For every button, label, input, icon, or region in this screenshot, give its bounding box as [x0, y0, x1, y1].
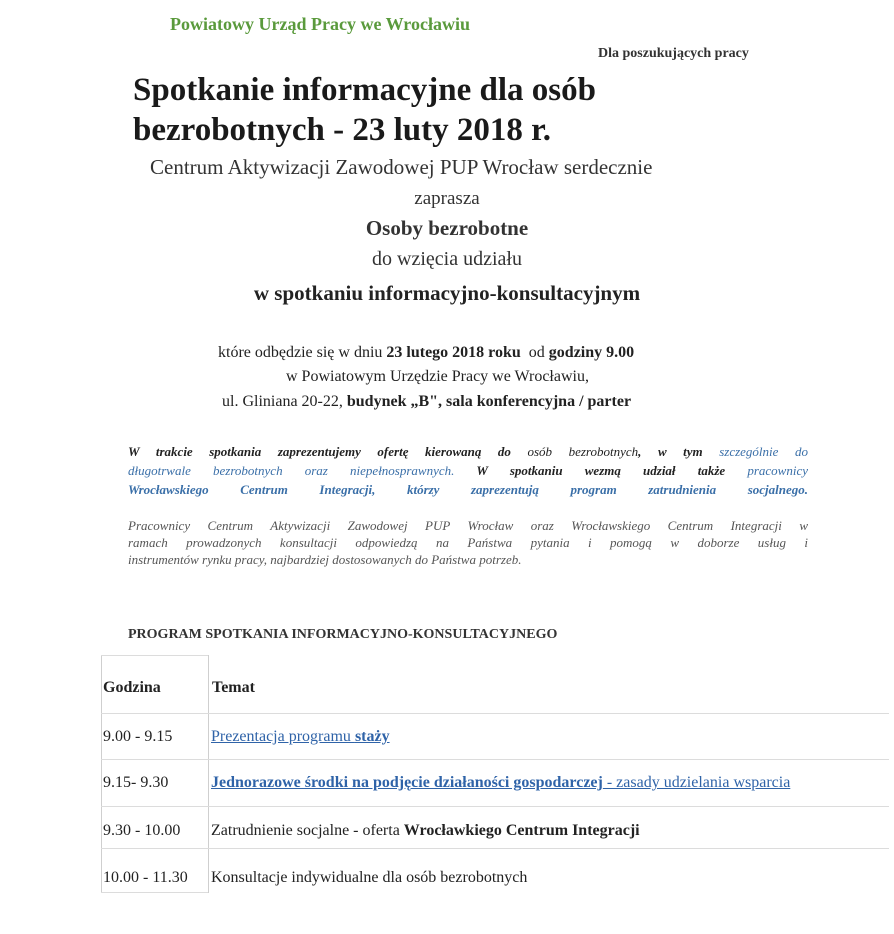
offer-paragraph	[128, 442, 808, 499]
table-rule	[101, 713, 889, 714]
program-heading: PROGRAM SPOTKANIA INFORMACYJNO-KONSULTACYJNEGO	[128, 627, 558, 642]
column-header-time: Godzina	[103, 679, 161, 696]
invitation-line-1: Centrum Aktywizacji Zawodowej PUP Wrocław serdecznie	[150, 155, 653, 179]
table-rule	[101, 848, 889, 849]
table-border	[101, 655, 102, 893]
event-venue-line: w Powiatowym Urzędzie Pracy we Wrocławiu,	[286, 368, 589, 385]
row-time: 9.30 - 10.00	[103, 822, 181, 839]
room-info: budynek „B", sala konferencyjna / parter	[346, 393, 632, 410]
event-date-line	[218, 344, 634, 362]
invitation-event: w spotkaniu informacyjno-konsultacyjnym	[253, 281, 641, 305]
offer-text: , w tym	[638, 444, 720, 459]
offer-line-2	[128, 461, 808, 480]
table-divider	[208, 655, 209, 893]
row-topic	[211, 822, 640, 840]
offer-highlight: szczególnie do	[719, 444, 808, 459]
consultation-paragraph	[128, 517, 808, 568]
row-time: 9.15- 9.30	[103, 774, 169, 791]
organization-name: Powiatowy Urząd Pracy we Wrocławiu	[170, 14, 470, 34]
offer-line-1	[128, 442, 808, 461]
support-rules-link[interactable]: - zasady udzielania wsparcia	[602, 774, 791, 791]
event-address-line	[222, 393, 631, 411]
offer-text: W spotkaniu wezmą udział także	[454, 463, 748, 478]
topic-text: Zatrudnienie socjalne - oferta	[211, 822, 404, 839]
title-line-1: Spotkanie informacyjne dla osób	[133, 72, 596, 108]
audience-label: Dla poszukujących pracy	[598, 46, 749, 61]
offer-highlight: pracownicy	[747, 463, 808, 478]
time-intro: od	[520, 344, 549, 361]
event-date: 23 lutego 2018 roku	[386, 344, 521, 361]
table-border	[101, 892, 208, 893]
date-intro: które odbędzie się w dniu	[218, 344, 387, 361]
table-border	[101, 655, 208, 656]
invitation-audience: Osoby bezrobotne	[365, 216, 529, 240]
offer-text: W trakcie spotkania zaprezentujemy ofertę kierowaną do	[128, 444, 528, 459]
topic-organization: Wrocławkiego Centrum Integracji	[403, 822, 640, 839]
business-grant-link[interactable]: Jednorazowe środki na podjęcie działaności gospodarczej	[211, 774, 603, 791]
internship-link[interactable]: Prezentacja programu	[211, 728, 355, 745]
row-topic[interactable]	[211, 728, 390, 746]
event-time: godziny 9.00	[548, 344, 635, 361]
row-time: 9.00 - 9.15	[103, 728, 173, 745]
offer-highlight: długotrwale bezrobotnych oraz niepełnosprawnych.	[128, 463, 455, 478]
row-time: 10.00 - 11.30	[103, 869, 188, 886]
internship-link-bold[interactable]: staży	[354, 728, 390, 745]
row-topic[interactable]	[211, 774, 790, 792]
program-table	[101, 655, 891, 895]
consultation-line-2: ramach prowadzonych konsultacji odpowiedzą na Państwa pytania i pomogą w doborze usług i	[128, 535, 808, 550]
row-topic: Konsultacje indywidualne dla osób bezrobotnych	[211, 869, 528, 886]
title-line-2: bezrobotnych - 23 luty 2018 r.	[133, 112, 552, 148]
offer-line-3: Wrocławskiego Centrum Integracji, którzy zaprezentują program zatrudnienia socjalnego.	[128, 482, 808, 497]
offer-target: osób bezrobotnych	[527, 444, 639, 459]
table-rule	[101, 759, 889, 760]
consultation-line-1: Pracownicy Centrum Aktywizacji Zawodowej PUP Wrocław oraz Wrocławskiego Centrum Integracji w	[128, 518, 808, 533]
invitation-line-4: do wzięcia udziału	[372, 248, 522, 270]
street-address: ul. Gliniana 20-22,	[222, 393, 347, 410]
page-title	[133, 70, 596, 150]
column-header-topic: Temat	[212, 679, 255, 696]
invitation-line-2: zaprasza	[414, 188, 480, 209]
table-rule	[101, 806, 889, 807]
consultation-line-3: instrumentów rynku pracy, najbardziej dostosowanych do Państwa potrzeb.	[128, 552, 522, 567]
